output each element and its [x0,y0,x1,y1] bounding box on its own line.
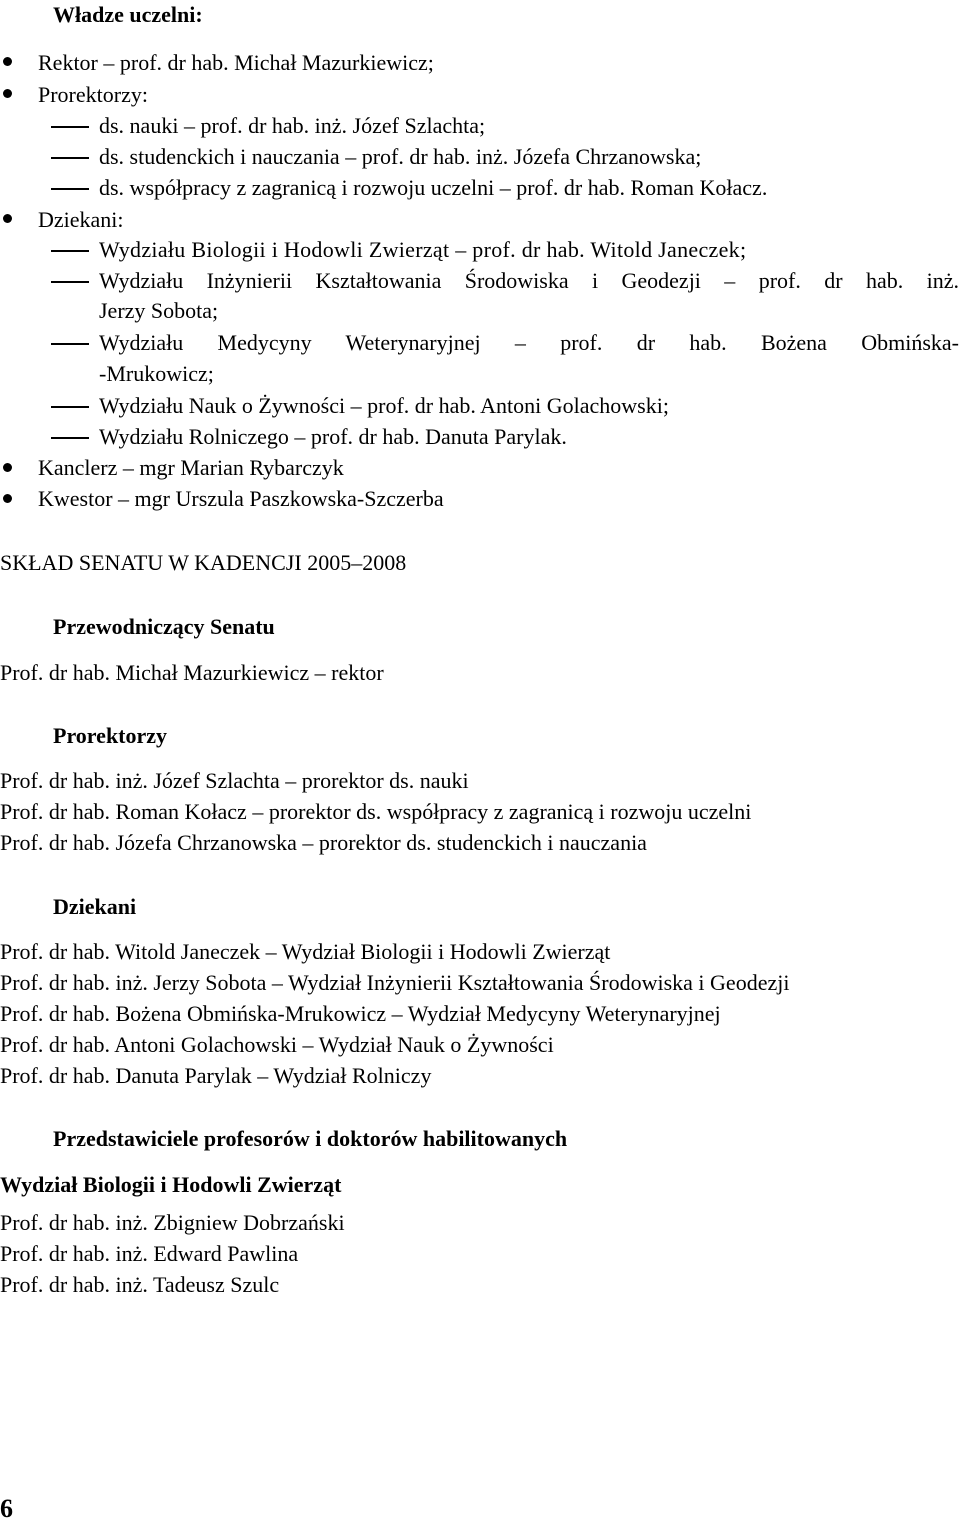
dean-item: Wydziału Inżynierii Kształtowania Środowiska i Geodezji – prof. dr hab. inż. [99,268,959,293]
senate-vice-rector: Prof. dr hab. Józefa Chrzanowska – prorektor ds. studenckich i nauczania [0,830,647,855]
dean-item: Wydziału Nauk o Żywności – prof. dr hab. Antoni Golachowski; [99,393,669,418]
dash-icon [51,406,89,408]
bullet-icon [3,89,12,98]
senate-deans-label: Dziekani [53,894,137,919]
senate-dean: Prof. dr hab. Bożena Obmińska-Mrukowicz – Wydział Medycyny Weterynaryjnej [0,1001,721,1026]
senate-heading: SKŁAD SENATU W KADENCJI 2005–2008 [0,550,407,575]
dash-icon [51,437,89,439]
authorities-heading: Władze uczelni: [53,2,203,27]
senate-chair-label: Przewodniczący Senatu [53,614,275,639]
senate-chair: Prof. dr hab. Michał Mazurkiewicz – rektor [0,660,384,685]
bullet-icon [3,214,12,223]
senate-dean: Prof. dr hab. Antoni Golachowski – Wydział Nauk o Żywności [0,1032,554,1057]
vice-rector-item: ds. nauki – prof. dr hab. inż. Józef Szlachta; [99,113,486,138]
representative-item: Prof. dr hab. inż. Tadeusz Szulc [0,1272,280,1297]
chancellor-line: Kanclerz – mgr Marian Rybarczyk [38,455,344,480]
faculty-label: Wydział Biologii i Hodowli Zwierząt [0,1172,342,1197]
dash-icon [51,250,89,252]
senate-vice-rectors-label: Prorektorzy [53,723,168,748]
dash-icon [51,126,89,128]
dean-item: Wydziału Biologii i Hodowli Zwierząt – prof. dr hab. Witold Janeczek; [99,237,747,262]
dean-item: Wydziału Medycyny Weterynaryjnej – prof. dr hab. Bożena Obmińska- [99,330,959,355]
senate-dean: Prof. dr hab. Witold Janeczek – Wydział Biologii i Hodowli Zwierząt [0,939,611,964]
vice-rector-item: ds. studenckich i nauczania – prof. dr hab. inż. Józefa Chrzanowska; [99,144,702,169]
dash-icon [51,343,89,345]
senate-dean: Prof. dr hab. inż. Jerzy Sobota – Wydział Inżynierii Kształtowania Środowiska i Geodezji [0,970,790,995]
page-number: 6 [0,1494,13,1523]
deans-label: Dziekani: [38,207,124,232]
dash-icon [51,157,89,159]
senate-dean: Prof. dr hab. Danuta Parylak – Wydział Rolniczy [0,1063,432,1088]
representatives-label: Przedstawiciele profesorów i doktorów habilitowanych [53,1126,568,1151]
vice-rectors-label: Prorektorzy: [38,82,148,107]
representative-item: Prof. dr hab. inż. Edward Pawlina [0,1241,299,1266]
dash-icon [51,188,89,190]
dash-icon [51,281,89,283]
dean-item-continued: Jerzy Sobota; [99,298,219,323]
bullet-icon [3,463,12,472]
representative-item: Prof. dr hab. inż. Zbigniew Dobrzański [0,1210,345,1235]
vice-rector-item: ds. współpracy z zagranicą i rozwoju uczelni – prof. dr hab. Roman Kołacz. [99,175,768,200]
dean-item-continued: -Mrukowicz; [99,361,214,386]
senate-vice-rector: Prof. dr hab. Roman Kołacz – prorektor ds. współpracy z zagranicą i rozwoju uczelni [0,799,752,824]
rector-line: Rektor – prof. dr hab. Michał Mazurkiewicz; [38,50,434,75]
senate-vice-rector: Prof. dr hab. inż. Józef Szlachta – prorektor ds. nauki [0,768,469,793]
bullet-icon [3,57,12,66]
bullet-icon [3,494,12,503]
bursar-line: Kwestor – mgr Urszula Paszkowska-Szczerba [38,486,444,511]
dean-item: Wydziału Rolniczego – prof. dr hab. Danuta Parylak. [99,424,567,449]
